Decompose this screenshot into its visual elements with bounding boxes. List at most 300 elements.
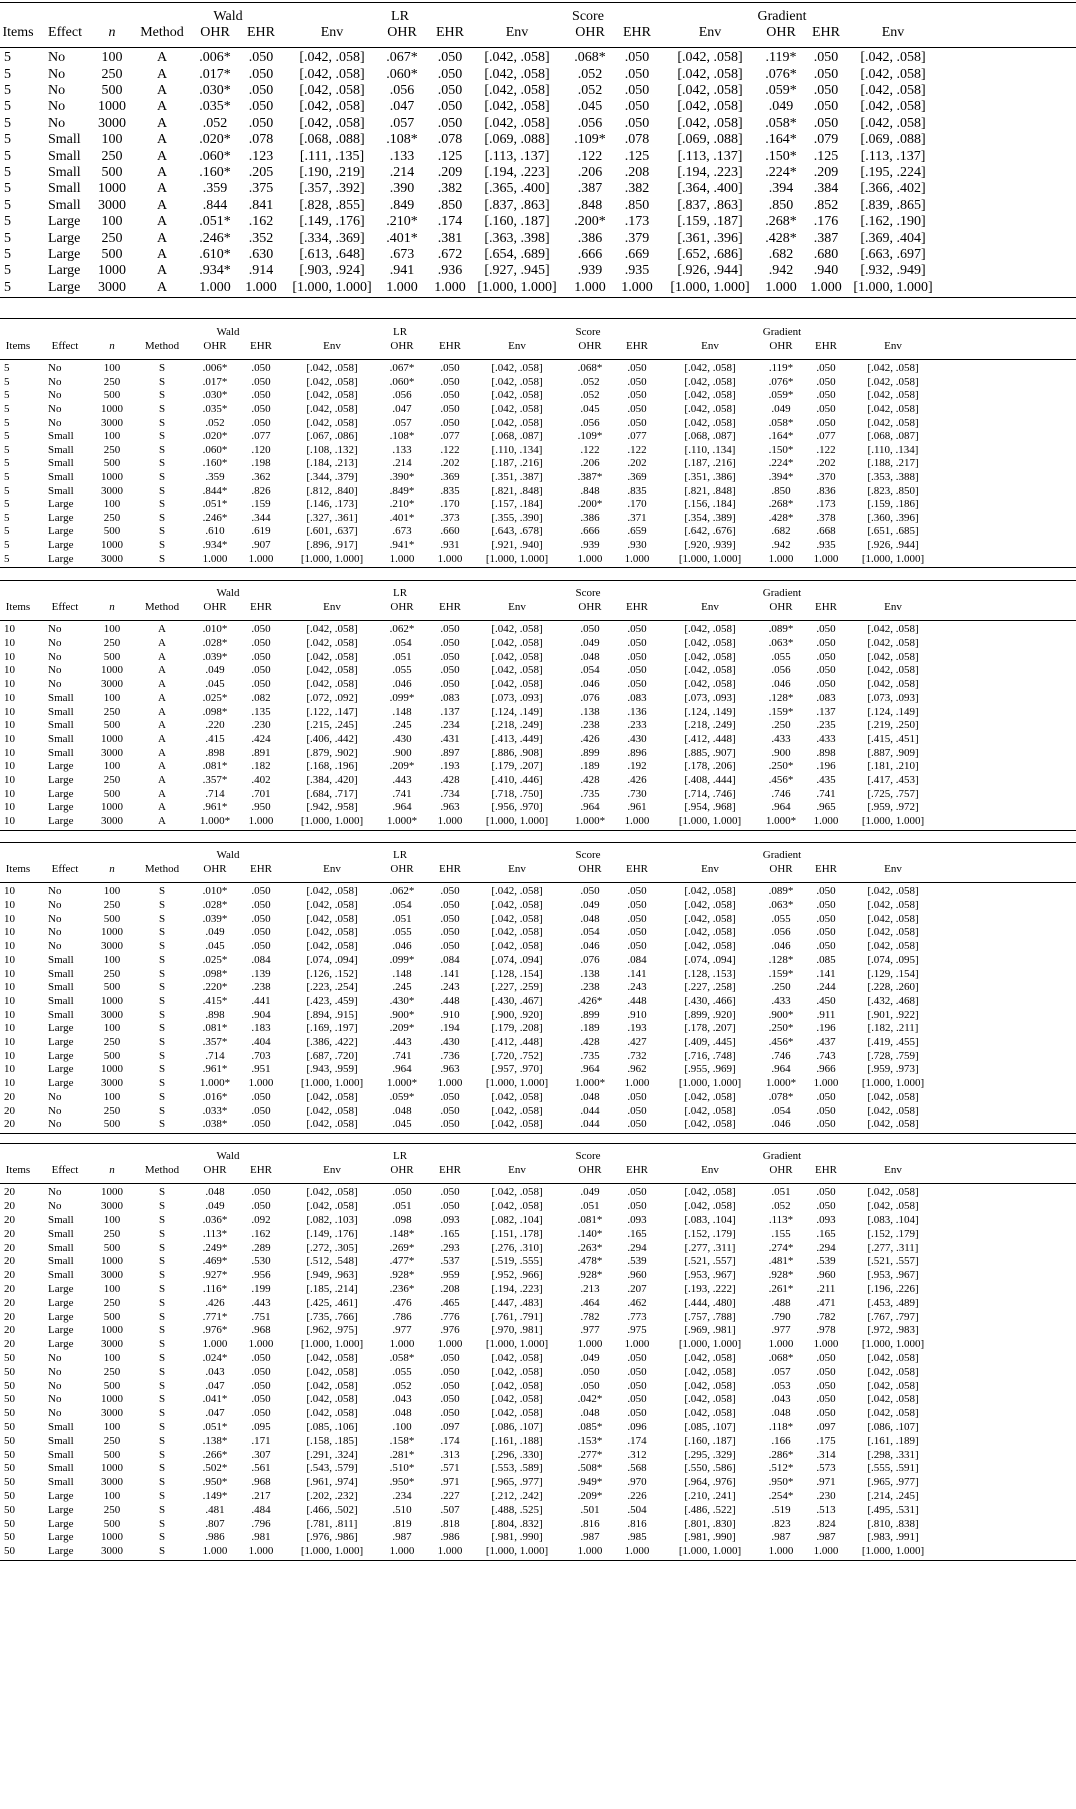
column-header-lr-env: Env — [508, 339, 526, 352]
group-header-wald: Wald — [216, 586, 240, 599]
cell-method: S — [158, 457, 166, 470]
cell-lr-ohr: .510* — [389, 1462, 415, 1475]
cell-gradient-ohr: .150* — [768, 443, 794, 456]
cell-wald-env: [.042, .058] — [306, 1407, 358, 1420]
cell-n: 250 — [103, 1434, 121, 1447]
cell-n: 1000 — [98, 181, 126, 197]
cell-score-ohr: .939 — [577, 263, 603, 279]
cell-n: 100 — [103, 430, 121, 443]
cell-lr-ehr: .050 — [440, 416, 460, 429]
cell-wald-ohr: 1.000* — [199, 815, 231, 828]
cell-items: 5 — [4, 132, 11, 148]
cell-gradient-env: [.074, .095] — [867, 953, 919, 966]
cell-wald-env: [.735, .766] — [306, 1310, 358, 1323]
cell-wald-ohr: .038* — [202, 1118, 228, 1131]
cell-n: 250 — [103, 511, 121, 524]
cell-score-ehr: .669 — [624, 246, 650, 262]
cell-score-ehr: .985 — [627, 1531, 647, 1544]
table-row — [0, 1365, 1076, 1379]
cell-gradient-ohr: .089* — [768, 885, 794, 898]
cell-method: S — [158, 1365, 166, 1378]
cell-gradient-ohr: 1.000* — [765, 815, 797, 828]
cell-score-ohr: .213 — [580, 1282, 600, 1295]
cell-effect: Large — [48, 787, 74, 800]
cell-method: S — [158, 1118, 166, 1131]
cell-score-env: [.042, .058] — [684, 885, 736, 898]
cell-gradient-ohr: .950* — [768, 1476, 794, 1489]
cell-effect: Large — [48, 1296, 74, 1309]
group-header-gradient: Gradient — [762, 848, 802, 861]
cell-gradient-ehr: .050 — [816, 1118, 836, 1131]
cell-lr-env: [.900, .920] — [491, 1008, 543, 1021]
cell-wald-ehr: .139 — [251, 967, 271, 980]
column-header-method: Method — [140, 25, 184, 40]
cell-score-ehr: .050 — [627, 912, 647, 925]
cell-gradient-env: [.767, .797] — [867, 1310, 919, 1323]
cell-gradient-ohr: .150* — [765, 148, 797, 164]
cell-gradient-ehr: .471 — [816, 1296, 836, 1309]
cell-gradient-ehr: 1.000 — [813, 552, 839, 565]
cell-score-ehr: .050 — [624, 115, 650, 131]
cell-method: A — [156, 230, 168, 246]
cell-gradient-ehr: .836 — [816, 484, 836, 497]
cell-gradient-ehr: .370 — [816, 471, 836, 484]
cell-lr-ehr: .050 — [437, 82, 463, 98]
cell-wald-env: [1.000, 1.000] — [300, 1545, 364, 1558]
group-header-wald: Wald — [216, 325, 240, 338]
cell-score-env: [.412, .448] — [684, 732, 736, 745]
column-header-lr-env: Env — [508, 600, 526, 613]
cell-lr-ohr: .058* — [389, 1351, 415, 1364]
cell-effect: Small — [48, 132, 81, 148]
cell-n: 3000 — [101, 940, 123, 953]
cell-items: 20 — [4, 1090, 15, 1103]
cell-score-ohr: .387* — [577, 471, 603, 484]
cell-lr-env: [.042, .058] — [491, 362, 543, 375]
column-header-score-env: Env — [698, 25, 722, 40]
cell-score-ehr: .233 — [627, 719, 647, 732]
cell-gradient-env: [.042, .058] — [867, 899, 919, 912]
cell-effect: Small — [48, 746, 74, 759]
cell-method: A — [156, 132, 168, 148]
cell-lr-ehr: .050 — [440, 650, 460, 663]
cell-gradient-ohr: .063* — [768, 899, 794, 912]
group-header-score: Score — [575, 848, 601, 861]
cell-effect: No — [48, 678, 62, 691]
cell-effect: Small — [48, 148, 81, 164]
column-header-gradient-env: Env — [881, 25, 905, 40]
cell-score-ehr: .050 — [627, 637, 647, 650]
cell-score-env: [.083, .104] — [684, 1213, 736, 1226]
cell-gradient-ohr: .076* — [768, 375, 794, 388]
cell-wald-env: [.042, .058] — [306, 926, 358, 939]
cell-score-env: [1.000, 1.000] — [678, 552, 742, 565]
cell-method: S — [158, 1351, 166, 1364]
cell-effect: Small — [48, 967, 74, 980]
cell-score-ehr: .122 — [627, 443, 647, 456]
cell-gradient-ohr: .128* — [768, 953, 794, 966]
cell-lr-ohr: .673 — [392, 525, 412, 538]
cell-method: S — [158, 1036, 166, 1049]
cell-score-ehr: .294 — [627, 1241, 647, 1254]
cell-wald-ohr: .052 — [202, 115, 228, 131]
cell-n: 100 — [103, 691, 121, 704]
cell-method: S — [158, 1104, 166, 1117]
cell-effect: Small — [48, 197, 81, 213]
cell-wald-env: [.949, .963] — [306, 1269, 358, 1282]
cell-items: 20 — [4, 1200, 15, 1213]
cell-method: A — [158, 746, 166, 759]
cell-wald-ehr: .123 — [248, 148, 274, 164]
cell-score-env: [.178, .206] — [684, 760, 736, 773]
cell-n: 1000 — [101, 801, 123, 814]
cell-items: 10 — [4, 760, 15, 773]
cell-lr-ohr: .055 — [392, 926, 412, 939]
cell-wald-ehr: .050 — [251, 912, 271, 925]
cell-score-env: [.364, .400] — [677, 181, 743, 197]
cell-lr-ohr: .209* — [389, 1022, 415, 1035]
table-row — [0, 1338, 1076, 1352]
cell-wald-env: [.942, .958] — [306, 801, 358, 814]
cell-wald-env: [.068, .088] — [299, 132, 365, 148]
cell-wald-ohr: .160* — [202, 457, 228, 470]
cell-gradient-ohr: .059* — [768, 389, 794, 402]
cell-score-ohr: .042* — [577, 1393, 603, 1406]
cell-score-ehr: .835 — [627, 484, 647, 497]
cell-gradient-ehr: .050 — [816, 664, 836, 677]
cell-lr-ohr: .964 — [392, 801, 412, 814]
cell-wald-ehr: .841 — [248, 197, 274, 213]
cell-wald-ohr: .976* — [202, 1324, 228, 1337]
cell-n: 100 — [101, 214, 123, 230]
cell-effect: No — [48, 885, 62, 898]
cell-method: S — [158, 994, 166, 1007]
cell-lr-env: [.042, .058] — [491, 637, 543, 650]
cell-score-ohr: .666 — [577, 246, 603, 262]
cell-lr-env: [.413, .449] — [491, 732, 543, 745]
cell-score-ohr: .044 — [580, 1104, 600, 1117]
cell-lr-env: [1.000, 1.000] — [485, 1545, 549, 1558]
cell-wald-ehr: .050 — [251, 1118, 271, 1131]
cell-method: A — [156, 246, 168, 262]
cell-score-env: [.042, .058] — [684, 1090, 736, 1103]
cell-wald-ehr: .050 — [251, 403, 271, 416]
cell-lr-ehr: .734 — [440, 787, 460, 800]
column-header-score-ehr: EHR — [626, 1163, 648, 1176]
cell-gradient-ehr: .935 — [816, 539, 836, 552]
cell-items: 5 — [4, 214, 11, 230]
cell-lr-env: [.430, .467] — [491, 994, 543, 1007]
cell-score-ehr: .202 — [627, 457, 647, 470]
cell-lr-ohr: .741 — [392, 787, 412, 800]
cell-items: 10 — [4, 1049, 15, 1062]
table-row — [0, 954, 1076, 968]
cell-n: 3000 — [101, 1077, 123, 1090]
cell-gradient-ehr: .050 — [816, 389, 836, 402]
cell-score-env: [.716, .748] — [684, 1049, 736, 1062]
cell-effect: Large — [48, 279, 81, 295]
cell-score-ehr: .173 — [624, 214, 650, 230]
cell-lr-env: [.042, .058] — [491, 403, 543, 416]
cell-wald-ohr: .081* — [202, 1022, 228, 1035]
cell-wald-ehr: .050 — [251, 623, 271, 636]
column-header-score-ohr: OHR — [575, 25, 605, 40]
cell-score-ehr: .050 — [627, 1393, 647, 1406]
cell-effect: Large — [48, 1489, 74, 1502]
cell-gradient-ehr: .824 — [816, 1517, 836, 1530]
column-header-items: Items — [5, 1163, 31, 1176]
cell-lr-ohr: .401* — [389, 511, 415, 524]
cell-wald-ohr: .481 — [205, 1503, 225, 1516]
cell-wald-env: [.357, .392] — [299, 181, 365, 197]
cell-method: S — [158, 484, 166, 497]
cell-wald-env: [.042, .058] — [306, 1186, 358, 1199]
cell-n: 100 — [103, 1420, 121, 1433]
cell-lr-env: [.042, .058] — [491, 1090, 543, 1103]
cell-score-ehr: .426 — [627, 774, 647, 787]
cell-gradient-ohr: .394 — [768, 181, 794, 197]
group-header-score: Score — [575, 586, 601, 599]
cell-lr-env: [.965, .977] — [491, 1476, 543, 1489]
cell-effect: Large — [48, 1503, 74, 1516]
cell-wald-env: [.168, .196] — [306, 760, 358, 773]
cell-lr-env: [.042, .058] — [491, 623, 543, 636]
cell-effect: No — [48, 650, 62, 663]
cell-n: 3000 — [98, 115, 126, 131]
cell-wald-ehr: .238 — [251, 981, 271, 994]
table-row — [0, 1379, 1076, 1393]
cell-items: 10 — [4, 719, 15, 732]
cell-score-env: [.194, .223] — [677, 164, 743, 180]
cell-wald-ohr: .426 — [205, 1296, 225, 1309]
cell-wald-ehr: .951 — [251, 1063, 271, 1076]
cell-wald-env: [.406, .442] — [306, 732, 358, 745]
cell-method: A — [158, 774, 166, 787]
cell-wald-ohr: .024* — [202, 1351, 228, 1364]
cell-wald-env: [.149, .176] — [306, 1227, 358, 1240]
cell-gradient-ehr: 1.000 — [810, 279, 842, 295]
cell-score-ohr: 1.000 — [577, 1338, 603, 1351]
cell-score-ehr: .732 — [627, 1049, 647, 1062]
cell-n: 100 — [103, 498, 121, 511]
cell-score-ohr: .987 — [580, 1531, 600, 1544]
cell-n: 3000 — [98, 279, 126, 295]
cell-score-ohr: .277* — [577, 1448, 603, 1461]
cell-method: S — [158, 1200, 166, 1213]
cell-lr-env: [.761, .791] — [491, 1310, 543, 1323]
cell-wald-ehr: .701 — [251, 787, 271, 800]
cell-lr-ohr: .060* — [389, 375, 415, 388]
table-row — [0, 801, 1076, 815]
cell-score-env: [.152, .179] — [684, 1227, 736, 1240]
cell-score-ehr: .050 — [627, 1090, 647, 1103]
cell-wald-ohr: .060* — [202, 443, 228, 456]
cell-score-ehr: .226 — [627, 1489, 647, 1502]
cell-wald-ohr: .045 — [205, 940, 225, 953]
cell-lr-ehr: .050 — [440, 362, 460, 375]
cell-lr-env: [.157, .184] — [491, 498, 543, 511]
cell-gradient-ehr: .050 — [816, 1393, 836, 1406]
cell-score-env: [.042, .058] — [677, 50, 743, 66]
cell-score-ehr: .970 — [627, 1476, 647, 1489]
cell-method: S — [158, 471, 166, 484]
column-header-method: Method — [144, 339, 180, 352]
cell-wald-ehr: .095 — [251, 1420, 271, 1433]
cell-lr-ehr: 1.000 — [437, 1545, 463, 1558]
cell-score-env: [.156, .184] — [684, 498, 736, 511]
cell-wald-env: [.896, .917] — [306, 539, 358, 552]
cell-effect: Large — [48, 246, 81, 262]
cell-gradient-env: [.042, .058] — [867, 1118, 919, 1131]
cell-effect: Small — [48, 691, 74, 704]
table-row — [0, 1200, 1076, 1214]
cell-items: 20 — [4, 1227, 15, 1240]
cell-method: S — [158, 1462, 166, 1475]
cell-score-env: [.068, .087] — [684, 430, 736, 443]
cell-items: 10 — [4, 940, 15, 953]
cell-items: 50 — [4, 1517, 15, 1530]
cell-gradient-env: [.965, .977] — [867, 1476, 919, 1489]
cell-gradient-env: [.042, .058] — [867, 1365, 919, 1378]
cell-score-ohr: .138 — [580, 705, 600, 718]
cell-score-env: [.042, .058] — [684, 1379, 736, 1392]
cell-lr-ehr: .050 — [440, 899, 460, 912]
cell-score-ohr: .735 — [580, 787, 600, 800]
cell-wald-ohr: .028* — [202, 637, 228, 650]
cell-lr-env: [.128, .154] — [491, 967, 543, 980]
cell-lr-ehr: .050 — [440, 664, 460, 677]
cell-items: 50 — [4, 1434, 15, 1447]
cell-gradient-env: [.663, .697] — [860, 246, 926, 262]
cell-gradient-env: [.042, .058] — [867, 940, 919, 953]
cell-score-ehr: 1.000 — [624, 552, 650, 565]
cell-score-ohr: .428 — [580, 774, 600, 787]
cell-score-ohr: .949* — [577, 1476, 603, 1489]
cell-gradient-ehr: .450 — [816, 994, 836, 1007]
cell-n: 250 — [103, 1036, 121, 1049]
table-row — [0, 623, 1076, 637]
cell-n: 1000 — [101, 994, 123, 1007]
cell-method: S — [158, 1476, 166, 1489]
column-header-score-ohr: OHR — [578, 600, 602, 613]
cell-score-ehr: .050 — [627, 1118, 647, 1131]
cell-wald-env: [.072, .092] — [306, 691, 358, 704]
cell-method: A — [156, 50, 168, 66]
cell-wald-env: [.386, .422] — [306, 1036, 358, 1049]
cell-gradient-env: [.124, .149] — [867, 705, 919, 718]
cell-score-ehr: .193 — [627, 1022, 647, 1035]
cell-wald-ohr: .415 — [205, 732, 225, 745]
cell-n: 500 — [103, 1049, 121, 1062]
cell-effect: No — [48, 115, 66, 131]
cell-n: 100 — [103, 623, 121, 636]
cell-method: S — [158, 1077, 166, 1090]
cell-items: 20 — [4, 1186, 15, 1199]
cell-n: 3000 — [101, 815, 123, 828]
cell-n: 500 — [101, 82, 123, 98]
cell-score-ehr: .448 — [627, 994, 647, 1007]
cell-score-ehr: .084 — [627, 953, 647, 966]
cell-lr-env: [.161, .188] — [491, 1434, 543, 1447]
cell-lr-ohr: .054 — [392, 637, 412, 650]
table-row — [0, 1393, 1076, 1407]
cell-effect: No — [48, 637, 62, 650]
cell-score-ehr: 1.000 — [624, 1545, 650, 1558]
column-header-wald-ehr: EHR — [247, 25, 275, 40]
cell-lr-ehr: .050 — [437, 50, 463, 66]
cell-wald-env: [.879, .902] — [306, 746, 358, 759]
cell-n: 100 — [103, 1213, 121, 1226]
cell-wald-ehr: .703 — [251, 1049, 271, 1062]
column-header-items: Items — [5, 339, 31, 352]
cell-gradient-ohr: .046 — [771, 678, 791, 691]
group-header-gradient: Gradient — [757, 9, 807, 24]
cell-method: A — [156, 82, 168, 98]
cell-n: 500 — [103, 650, 121, 663]
cell-lr-ehr: .897 — [440, 746, 460, 759]
column-header-gradient-ohr: OHR — [766, 25, 796, 40]
cell-score-ehr: .050 — [624, 50, 650, 66]
cell-effect: Small — [48, 457, 74, 470]
cell-n: 3000 — [101, 1269, 123, 1282]
cell-gradient-ehr: .209 — [813, 164, 839, 180]
cell-wald-ehr: .171 — [251, 1434, 271, 1447]
cell-items: 5 — [4, 539, 10, 552]
cell-wald-env: [.067, .086] — [306, 430, 358, 443]
cell-score-env: [.354, .389] — [684, 511, 736, 524]
cell-score-env: [.837, .863] — [677, 197, 743, 213]
cell-score-ehr: .050 — [627, 940, 647, 953]
cell-score-ohr: .068* — [577, 362, 603, 375]
cell-wald-env: [.074, .094] — [306, 953, 358, 966]
cell-wald-env: [.042, .058] — [306, 885, 358, 898]
table-row — [0, 1214, 1076, 1228]
table-row — [0, 926, 1076, 940]
cell-items: 5 — [4, 430, 10, 443]
cell-score-ohr: .051 — [580, 1200, 600, 1213]
cell-gradient-ehr: .050 — [816, 678, 836, 691]
table-row — [0, 1186, 1076, 1200]
results-table — [0, 2, 1076, 298]
cell-wald-env: [.042, .058] — [299, 50, 365, 66]
cell-items: 10 — [4, 994, 15, 1007]
cell-n: 500 — [103, 912, 121, 925]
cell-wald-ehr: .050 — [248, 82, 274, 98]
cell-method: S — [158, 1448, 166, 1461]
cell-gradient-ohr: .254* — [768, 1489, 794, 1502]
cell-lr-ehr: .571 — [440, 1462, 460, 1475]
cell-n: 500 — [103, 1379, 121, 1392]
cell-wald-env: [.042, .058] — [306, 1365, 358, 1378]
cell-gradient-ohr: .964 — [771, 801, 791, 814]
cell-lr-ehr: .369 — [440, 471, 460, 484]
cell-score-env: [.042, .058] — [684, 1407, 736, 1420]
cell-items: 5 — [4, 263, 11, 279]
cell-score-ohr: .816 — [580, 1517, 600, 1530]
cell-score-ohr: .206 — [580, 457, 600, 470]
cell-lr-env: [.113, .137] — [484, 148, 550, 164]
cell-wald-env: [.334, .369] — [299, 230, 365, 246]
cell-score-ohr: .426* — [577, 994, 603, 1007]
cell-wald-ehr: .078 — [248, 132, 274, 148]
group-header-gradient: Gradient — [762, 325, 802, 338]
cell-lr-ohr: .245 — [392, 719, 412, 732]
column-header-items: Items — [2, 25, 34, 40]
cell-wald-ohr: 1.000 — [202, 1338, 228, 1351]
cell-method: S — [158, 525, 166, 538]
cell-wald-ohr: .030* — [199, 82, 231, 98]
cell-lr-env: [.957, .970] — [491, 1063, 543, 1076]
